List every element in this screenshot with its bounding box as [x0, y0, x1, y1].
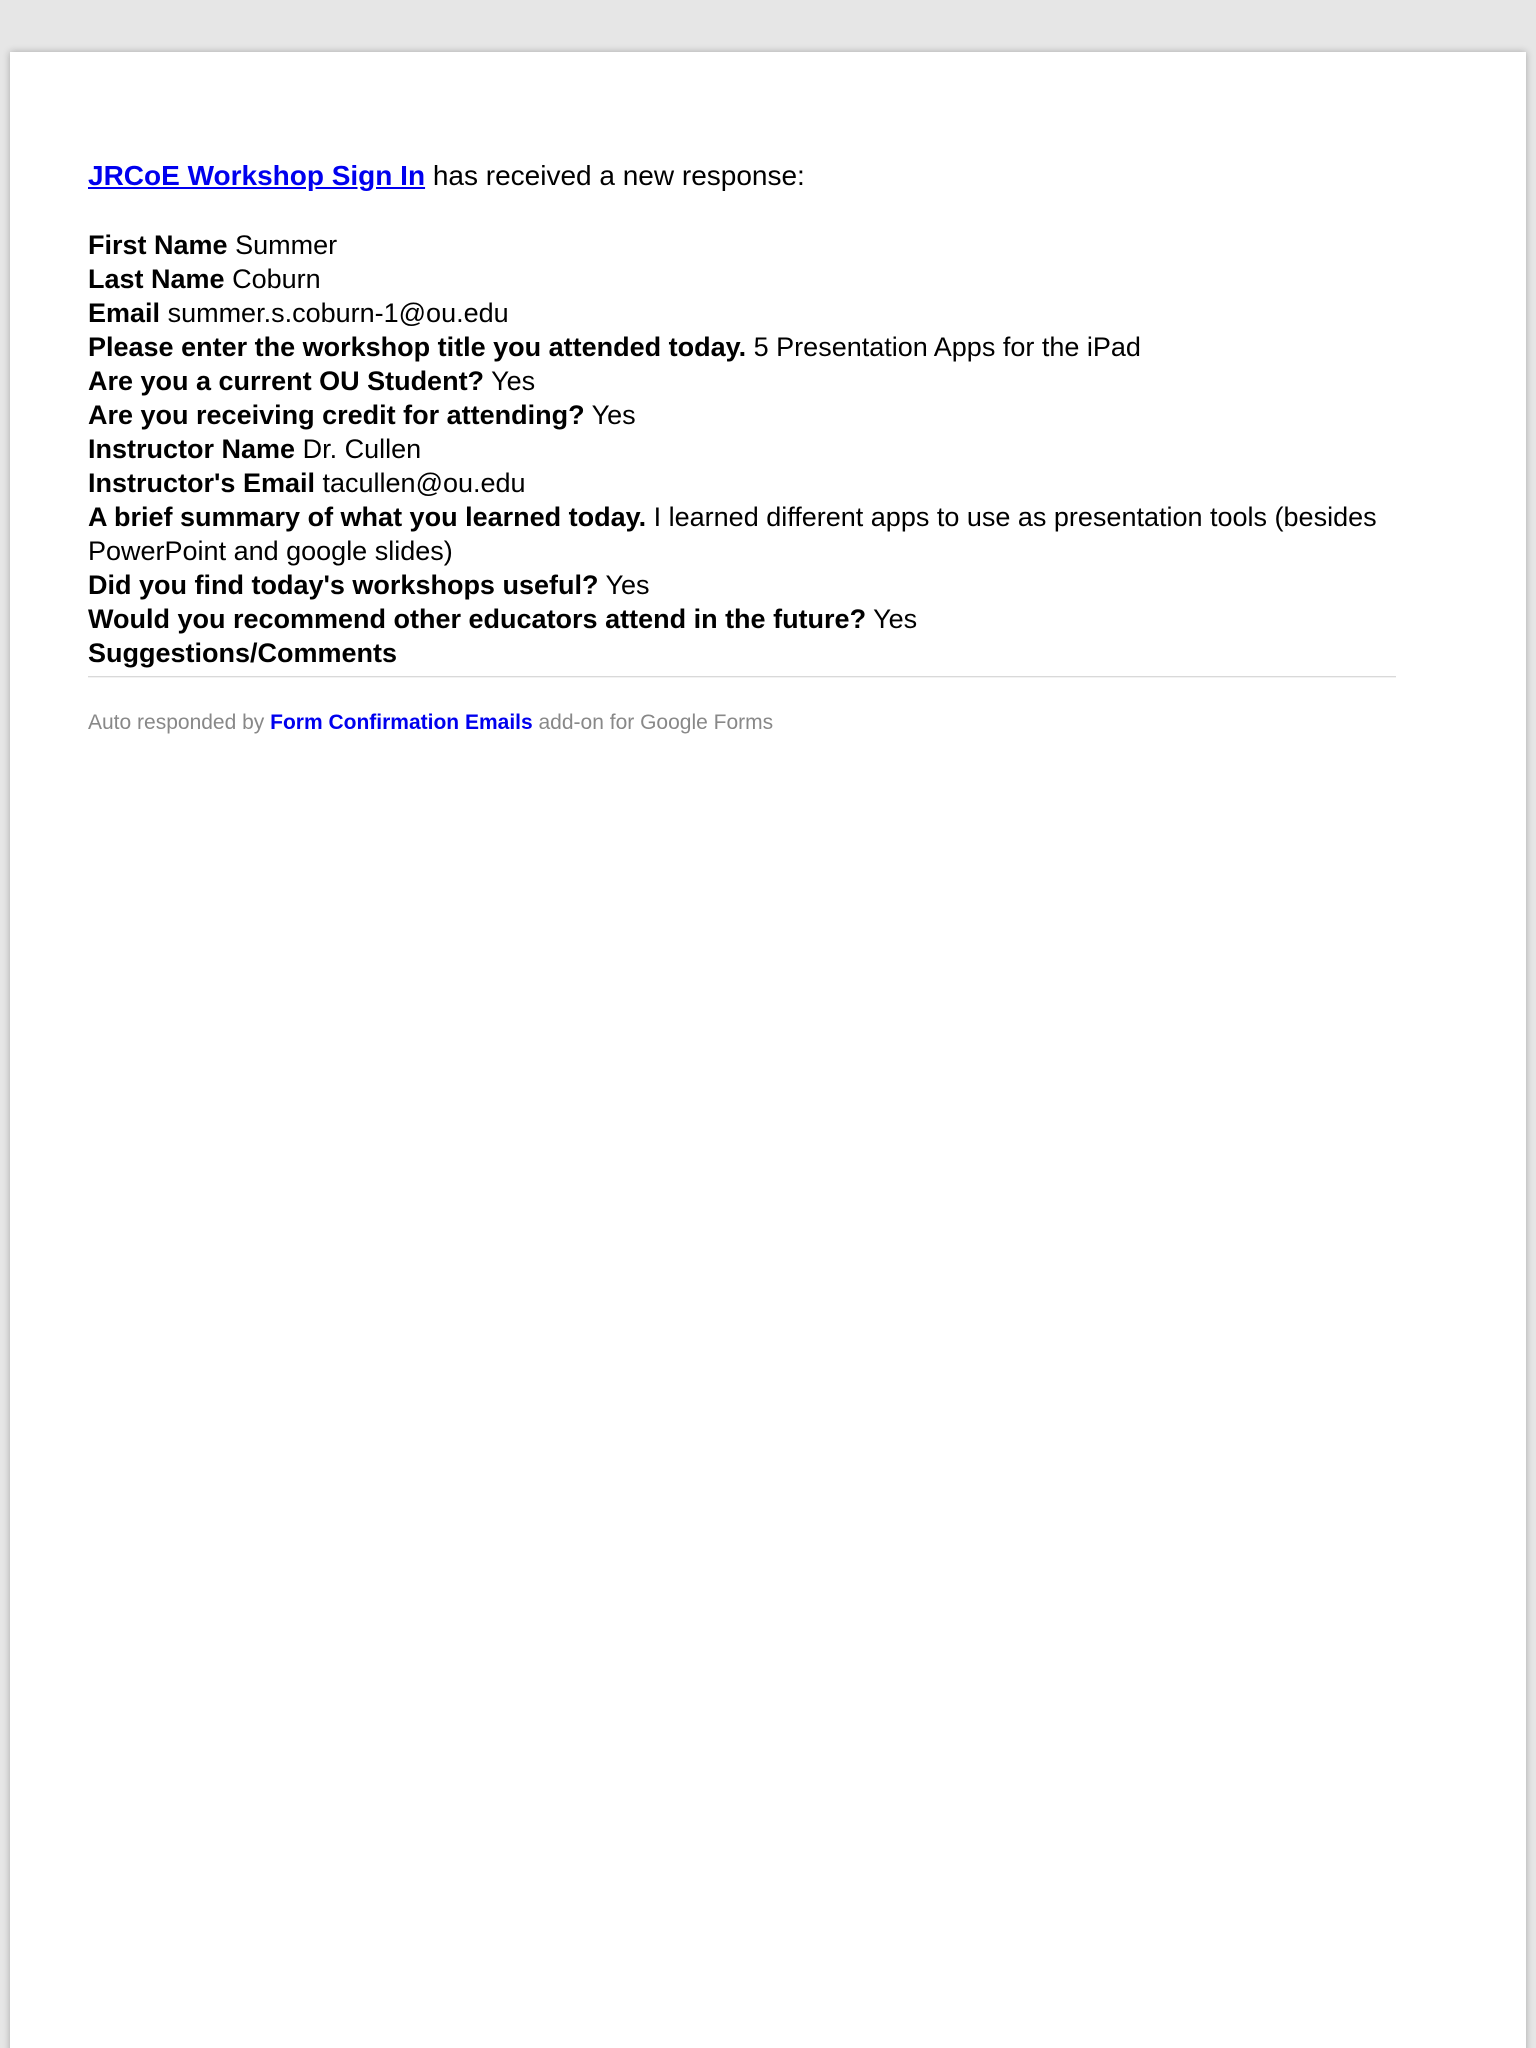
response-field-row — [88, 262, 1396, 296]
form-title-link[interactable]: JRCoE Workshop Sign In — [88, 160, 426, 191]
response-field-row — [88, 466, 1396, 500]
field-value: Summer — [235, 230, 338, 260]
response-field-row — [88, 568, 1396, 602]
email-body — [10, 52, 1526, 736]
response-field-row — [88, 330, 1396, 364]
field-value: Yes — [491, 366, 536, 396]
heading-suffix: has received a new response: — [425, 160, 805, 191]
response-field-row — [88, 364, 1396, 398]
field-label: Please enter the workshop title you attended today. — [88, 332, 747, 362]
field-label: Instructor Name — [88, 434, 296, 464]
footer-divider — [88, 676, 1396, 678]
field-value: I learned different apps to use as presentation tools (besides PowerPoint and google slides) — [88, 502, 1377, 566]
response-field-row — [88, 636, 1396, 670]
field-value: summer.s.coburn-1@ou.edu — [167, 298, 509, 328]
field-value: Coburn — [232, 264, 321, 294]
response-field-row — [88, 296, 1396, 330]
response-field-list — [88, 228, 1396, 670]
response-field-row — [88, 228, 1396, 262]
response-field-row — [88, 602, 1396, 636]
field-value: Yes — [605, 570, 650, 600]
email-document-page — [10, 52, 1526, 2048]
field-label: Last Name — [88, 264, 225, 294]
footer-note — [88, 710, 1396, 736]
field-value: 5 Presentation Apps for the iPad — [753, 332, 1141, 362]
addon-link[interactable]: Form Confirmation Emails — [270, 711, 533, 734]
field-value: Yes — [873, 604, 918, 634]
field-label: A brief summary of what you learned today. — [88, 502, 647, 532]
response-field-row — [88, 398, 1396, 432]
field-label: Are you receiving credit for attending? — [88, 400, 585, 430]
field-label: Would you recommend other educators attend in the future? — [88, 604, 867, 634]
field-value: tacullen@ou.edu — [322, 468, 526, 498]
field-label: First Name — [88, 230, 228, 260]
field-label: Instructor's Email — [88, 468, 315, 498]
response-field-row — [88, 432, 1396, 466]
response-field-row — [88, 500, 1396, 568]
field-label: Did you find today's workshops useful? — [88, 570, 599, 600]
notification-heading — [88, 158, 1396, 193]
footer-prefix: Auto responded by — [88, 711, 271, 734]
footer-suffix: add-on for Google Forms — [532, 711, 774, 734]
field-label: Are you a current OU Student? — [88, 366, 485, 396]
field-label: Suggestions/Comments — [88, 638, 398, 668]
field-value: Yes — [591, 400, 636, 430]
field-label: Email — [88, 298, 161, 328]
field-value: Dr. Cullen — [302, 434, 422, 464]
